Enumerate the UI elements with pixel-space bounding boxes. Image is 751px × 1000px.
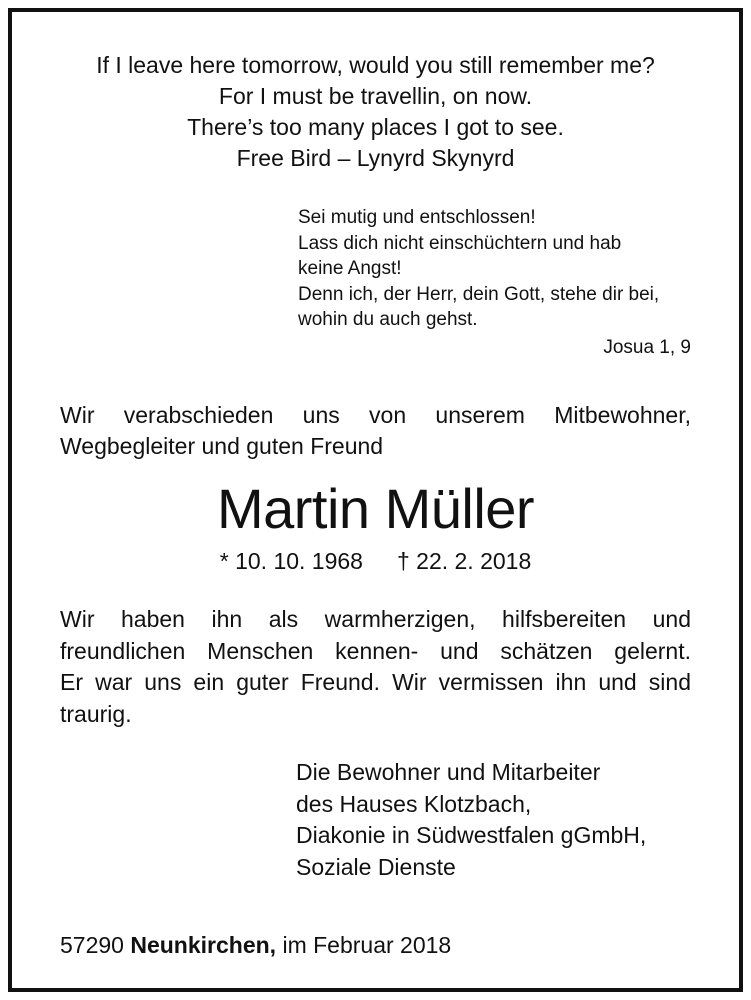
signature-line: Die Bewohner und Mitarbeiter (296, 759, 601, 785)
verse-line: Denn ich, der Herr, dein Gott, stehe dir bei, (298, 283, 660, 305)
verse-reference: Josua 1, 9 (603, 336, 691, 358)
intro-line: Wir verabschieden uns von unserem Mitbewohner, (60, 402, 691, 428)
farewell-intro (60, 400, 691, 462)
verse-line: Sei mutig und entschlossen! (298, 207, 536, 228)
bible-verse (298, 205, 691, 360)
verse-line: keine Angst! (298, 258, 402, 279)
birth-date: * 10. 10. 1968 (219, 548, 363, 574)
tribute-line: Er war uns ein guter Freund. Wir vermissen ihn und sind (60, 669, 691, 695)
tribute-text (60, 604, 691, 730)
tribute-line: Wir haben ihn als warmherzigen, hilfsbereiten und (60, 606, 691, 632)
verse-line: Lass dich nicht einschüchtern und hab (298, 232, 622, 254)
publication-date: im Februar 2018 (282, 932, 452, 958)
quote-line: For I must be travellin, on now. (218, 83, 533, 109)
quote-attribution: Free Bird – Lynyrd Skynyrd (236, 145, 515, 171)
postal-code: 57290 (60, 932, 124, 958)
verse-line: wohin du auch gehst. (298, 309, 478, 330)
life-dates (60, 546, 691, 577)
signature-line: des Hauses Klotzbach, (296, 790, 532, 817)
intro-line: Wegbegleiter und guten Freund (60, 433, 384, 459)
obituary-content (60, 12, 691, 988)
quote-line: There’s too many places I got to see. (187, 114, 564, 140)
tribute-line: traurig. (60, 700, 132, 727)
obituary-frame (8, 8, 743, 992)
signature-block (296, 757, 691, 883)
signature-line: Diakonie in Südwestfalen gGmbH, (296, 822, 647, 848)
tribute-line: freundlichen Menschen kennen- und schätzen gelernt. (60, 637, 691, 664)
city-name: Neunkirchen, (130, 932, 277, 958)
signature-line: Soziale Dienste (296, 853, 456, 880)
place-and-date (60, 930, 691, 961)
deceased-name: Martin Müller (216, 477, 535, 540)
death-date: † 22. 2. 2018 (396, 548, 532, 574)
quote-line: If I leave here tomorrow, would you still remember me? (96, 52, 655, 78)
song-quote (60, 50, 691, 174)
